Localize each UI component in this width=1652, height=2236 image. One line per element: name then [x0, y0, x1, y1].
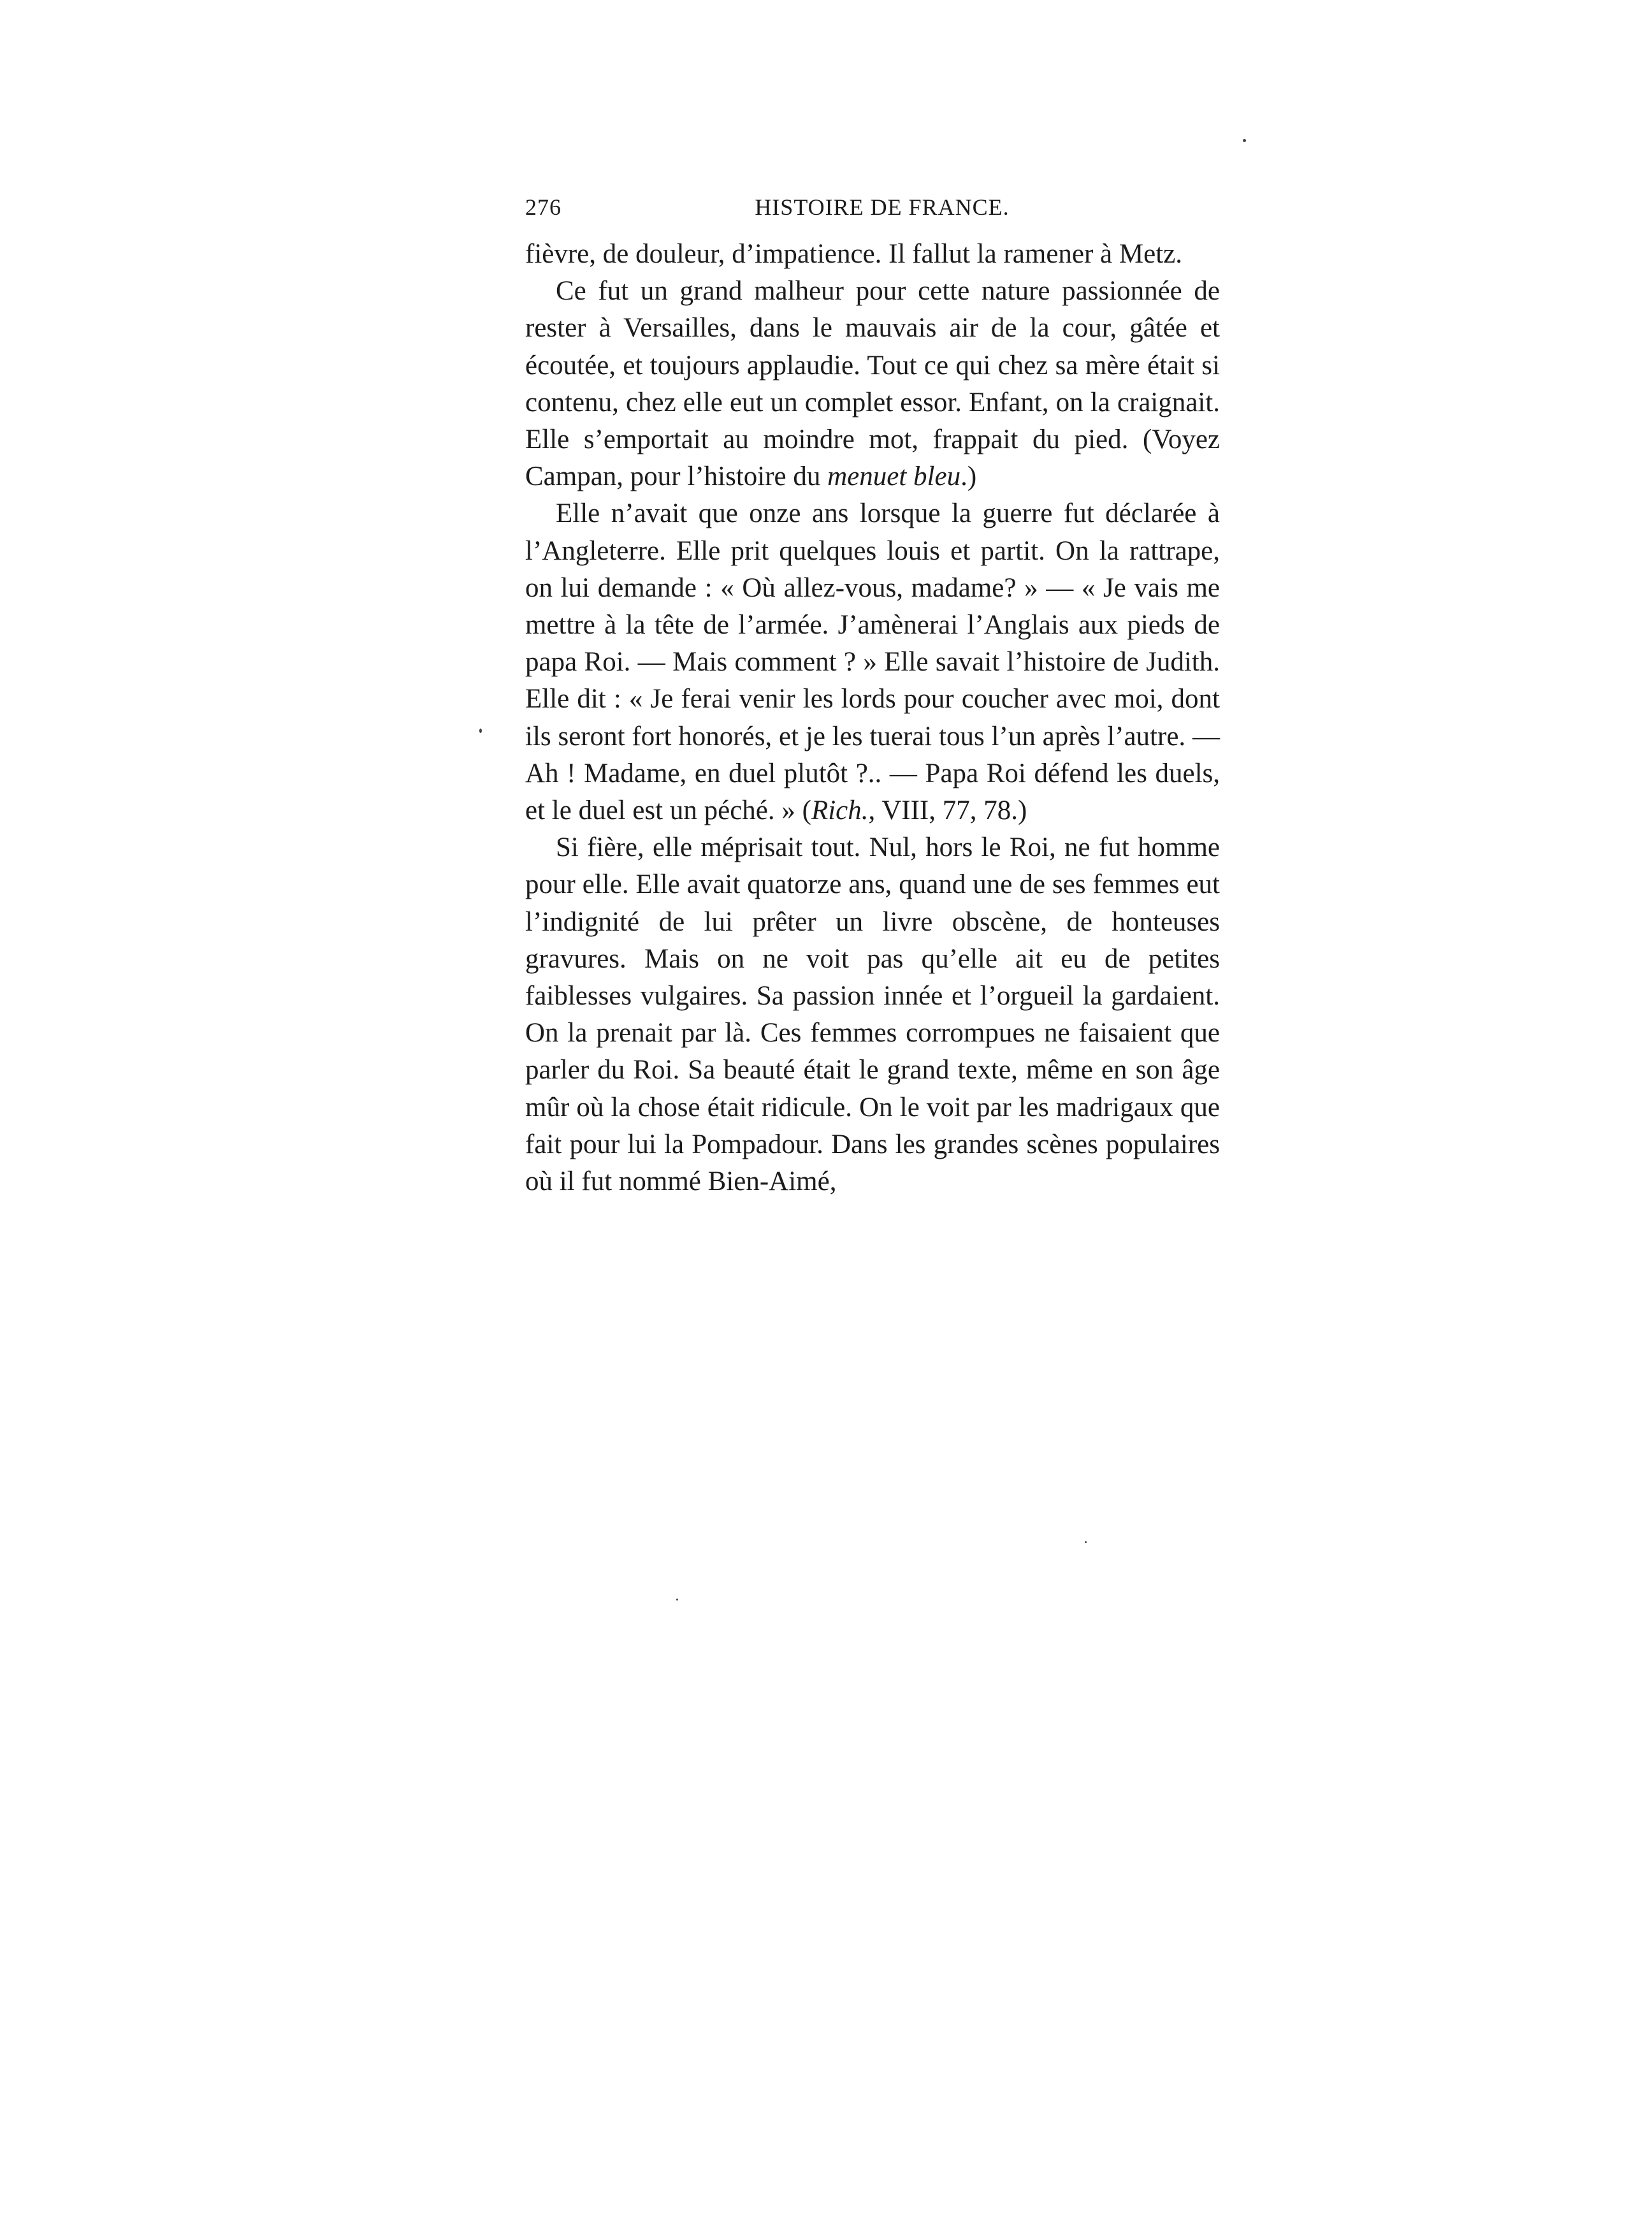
scan-speck	[1243, 139, 1246, 142]
paragraph-text: Elle n’avait que onze ans lorsque la guerre fut déclarée à l’Angleterre. Elle prit quelques louis et partit. On la rattrape, on lui demande : « Où allez-vous, madame? » — « Je vais me mettre à la tête de l’armée. J’amènerai l’Anglais aux pieds de papa Roi. — Mais comment ? » Elle savait l’histoire de Judith. Elle dit : « Je ferai venir les lords pour coucher avec moi, dont ils seront fort honorés, et je les tuerai tous l’un après l’autre. — Ah ! Madame, en duel plutôt ?.. — Papa Roi défend les duels, et le duel est un péché. » (	[525, 498, 1220, 826]
paragraph-text: Ce fut un grand malheur pour cette nature passionnée de rester à Versailles, dans le mauvais air de la cour, gâtée et écoutée, et toujours applaudie. Tout ce qui chez sa mère était si contenu, chez elle eut un complet essor. Enfant, on la craignait. Elle s’emportait au moindre mot, frappait du pied. (Voyez Campan, pour l’histoire du	[525, 276, 1220, 492]
running-head	[525, 185, 1220, 236]
paragraph-text: , VIII, 77, 78.)	[868, 795, 1027, 826]
scan-speck	[676, 1599, 678, 1601]
paragraph	[525, 236, 1220, 273]
text-block	[525, 185, 1220, 1200]
scan-speck	[479, 729, 482, 733]
scan-speck	[1085, 1541, 1087, 1543]
page-number: 276	[525, 194, 562, 220]
paragraph	[525, 273, 1220, 495]
paragraph	[525, 495, 1220, 829]
paragraph-text: Si fière, elle méprisait tout. Nul, hors le Roi, ne fut homme pour elle. Elle avait quatorze ans, quand une de ses femmes eut l’indignité de lui prêter un livre obscène, de honteuses gravures. Mais on ne voit pas qu’elle ait eu de petites faiblesses vulgaires. Sa passion innée et l’orgueil la gardaient. On la prenait par là. Ces femmes corrompues ne faisaient que parler du Roi. Sa beauté était le grand texte, même en son âge mûr où la chose était ridicule. On le voit par les madrigaux que fait pour lui la Pompadour. Dans les grandes scènes populaires où il fut nommé Bien-Aimé,	[525, 832, 1220, 1197]
italic-text: menuet bleu	[827, 461, 961, 492]
body-text	[525, 236, 1220, 1200]
italic-text: Rich.	[811, 795, 869, 826]
paragraph-text: .)	[960, 461, 977, 492]
running-title: HISTOIRE DE FRANCE.	[755, 194, 1010, 220]
paragraph-text: fièvre, de douleur, d’impatience. Il fallut la ramener à Metz.	[525, 239, 1182, 269]
paragraph	[525, 829, 1220, 1200]
